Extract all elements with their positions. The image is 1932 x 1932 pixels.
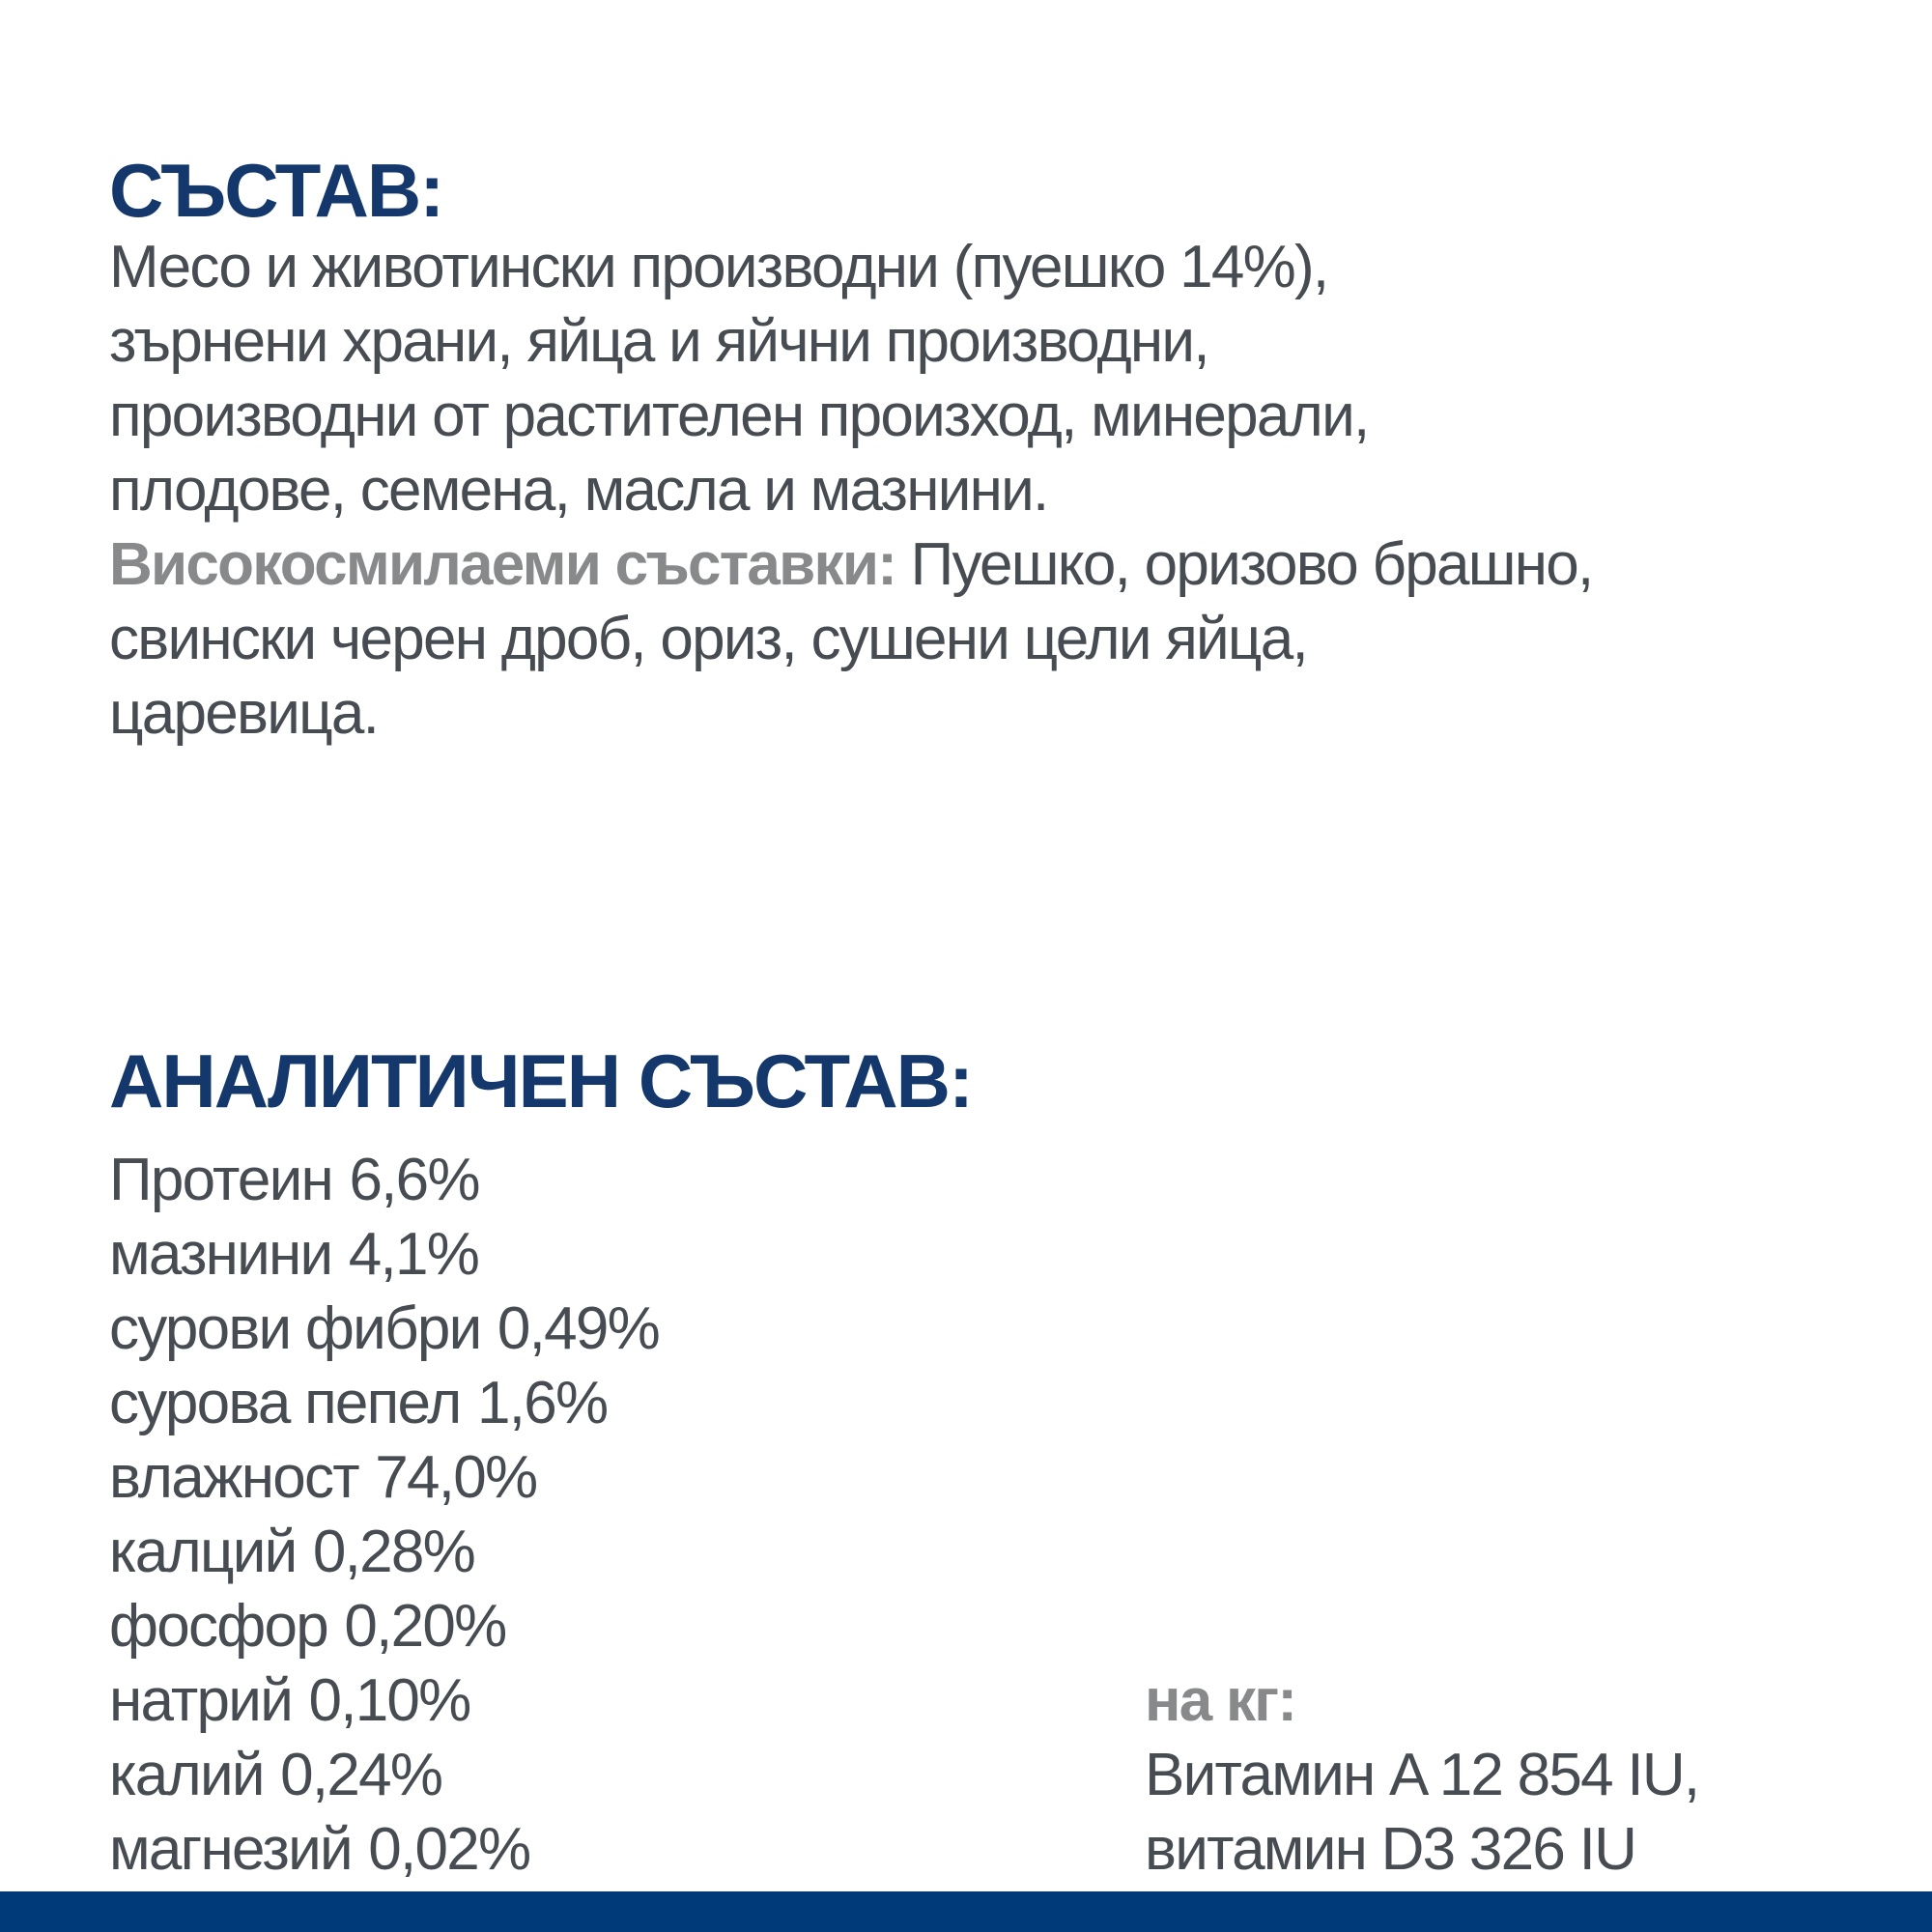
analytical-row [109,1440,536,1515]
analytical-value: 6,6% [349,1147,479,1213]
analytical-row [109,1663,470,1738]
composition-line: зърнени храни, яйца и яйчни производни, [109,308,1208,375]
analytical-row [109,1292,659,1366]
analytical-row [109,1738,441,1812]
analytical-row [109,1217,478,1292]
analytical-label: натрий [109,1667,293,1734]
analytical-label: сурова пепел [109,1370,461,1436]
analytical-label: мазнини [109,1221,332,1288]
analytical-label: калций [109,1519,297,1585]
analytical-row [109,1143,479,1217]
composition-heading: СЪСТАВ: [109,148,443,234]
analytical-row [109,1589,506,1663]
highly-digestible-label: Високосмилаеми съставки: [109,531,896,598]
analytical-value: 4,1% [348,1221,479,1288]
analytical-value: 1,6% [476,1370,608,1436]
highly-digestible-line [109,527,1592,602]
analytical-heading: АНАЛИТИЧЕН СЪСТАВ: [109,1038,973,1124]
highly-digestible-rest: Пуешко, оризово брашно, [895,531,1593,598]
highly-digestible-line: царевица. [109,680,379,747]
per-kg-line: витамин D3 326 IU [1145,1816,1636,1883]
composition-line: Месо и животински производни (пуешко 14%), [109,234,1328,300]
footer-color-bar [0,1891,1932,1932]
analytical-row [109,1366,607,1440]
analytical-value: 0,10% [308,1667,470,1734]
composition-line: плодове, семена, масла и мазнини. [109,457,1048,524]
analytical-label: сурови фибри [109,1295,481,1362]
analytical-label: влажност [109,1444,358,1511]
analytical-value: 0,49% [497,1295,659,1362]
analytical-row [109,1515,474,1589]
analytical-row [109,1812,529,1887]
analytical-value: 0,24% [280,1742,442,1808]
per-kg-line: Витамин A 12 854 IU, [1145,1742,1699,1808]
analytical-label: магнезий [109,1816,352,1883]
per-kg-heading: на кг: [1145,1667,1296,1734]
analytical-label: фосфор [109,1593,328,1660]
composition-line: производни от растителен произход, минерали, [109,383,1369,449]
analytical-label: калий [109,1742,264,1808]
highly-digestible-line: свински черен дроб, ориз, сушени цели яйца, [109,606,1307,672]
analytical-value: 0,28% [312,1519,474,1585]
analytical-value: 74,0% [375,1444,537,1511]
analytical-value: 0,20% [344,1593,506,1660]
analytical-value: 0,02% [368,1816,530,1883]
analytical-label: Протеин [109,1147,333,1213]
